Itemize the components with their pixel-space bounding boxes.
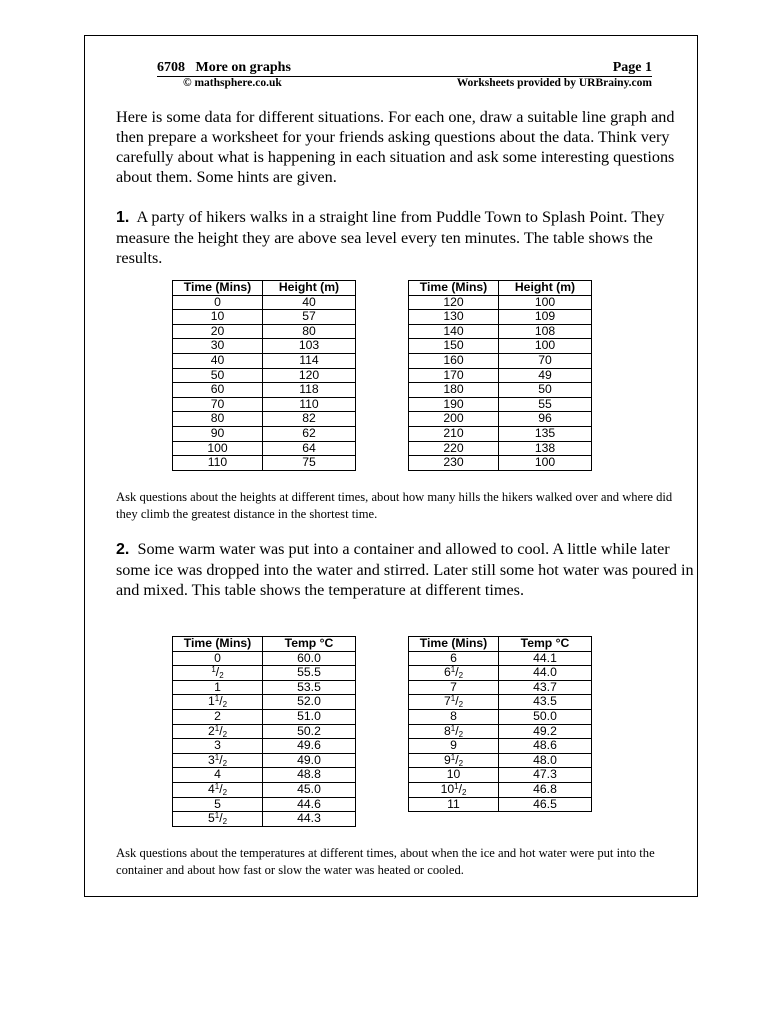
- time-cell: 140: [409, 324, 499, 339]
- table-row: [173, 324, 356, 339]
- col-header-time: Time (Mins): [173, 637, 263, 652]
- time-cell: 90: [173, 426, 263, 441]
- temp-cell: 44.0: [499, 666, 592, 681]
- table-row: [173, 797, 356, 812]
- q2-hint: Ask questions about the temperatures at different times, about when the ice and hot water were put into the container and about how fast or slow the water was heated or cooled.: [116, 846, 655, 877]
- time-cell: 4: [173, 768, 263, 783]
- temp-cell: 49.6: [263, 739, 356, 754]
- height-cell: 55: [499, 397, 592, 412]
- height-cell: 64: [263, 441, 356, 456]
- temp-cell: 43.7: [499, 680, 592, 695]
- q1-table-right: [408, 280, 592, 471]
- time-cell: 150: [409, 339, 499, 354]
- table-row: [409, 383, 592, 398]
- col-header-height: Height (m): [499, 281, 592, 296]
- time-cell: $2^1/_2$: [173, 724, 263, 739]
- table-row: [173, 426, 356, 441]
- fraction-denominator: 2: [458, 758, 464, 768]
- q1-paragraph: [116, 207, 696, 268]
- table-row: [173, 295, 356, 310]
- fraction-numerator: 1: [450, 723, 456, 733]
- table-row: [409, 397, 592, 412]
- height-cell: 114: [263, 353, 356, 368]
- table-row: [409, 695, 592, 710]
- page-number: Page 1: [612, 60, 652, 75]
- worksheet-title: 6708 More on graphs: [157, 60, 291, 75]
- col-header-temp: Temp °C: [499, 637, 592, 652]
- time-cell: 1: [173, 680, 263, 695]
- table-row: [409, 426, 592, 441]
- time-cell: 2: [173, 709, 263, 724]
- time-cell: $4^1/_2$: [173, 782, 263, 797]
- page-subheader: [157, 77, 652, 91]
- table-row: [173, 383, 356, 398]
- fraction-numerator: 1: [211, 665, 216, 675]
- time-cell: 11: [409, 797, 499, 812]
- height-cell: 135: [499, 426, 592, 441]
- fraction-denominator: 2: [458, 671, 464, 681]
- time-cell: 130: [409, 310, 499, 325]
- table-row: [173, 695, 356, 710]
- height-cell: 109: [499, 310, 592, 325]
- fraction-numerator: 1: [450, 694, 456, 704]
- time-cell: 210: [409, 426, 499, 441]
- time-cell: 0: [173, 295, 263, 310]
- time-cell: 190: [409, 397, 499, 412]
- height-cell: 138: [499, 441, 592, 456]
- height-cell: 50: [499, 383, 592, 398]
- height-cell: 75: [263, 456, 356, 471]
- time-cell: 0: [173, 651, 263, 666]
- time-cell: 120: [409, 295, 499, 310]
- table-row: [409, 753, 592, 768]
- table-row: [409, 412, 592, 427]
- time-cell: $3^1/_2$: [173, 753, 263, 768]
- table-row: [409, 339, 592, 354]
- time-cell: $9^1/_2$: [409, 753, 499, 768]
- time-cell: 110: [173, 456, 263, 471]
- time-cell: 230: [409, 456, 499, 471]
- table-row: [409, 739, 592, 754]
- time-cell: 40: [173, 353, 263, 368]
- time-cell: 10: [173, 310, 263, 325]
- temp-cell: 48.6: [499, 739, 592, 754]
- table-row: [173, 709, 356, 724]
- fraction-numerator: 1: [450, 665, 456, 675]
- q2-number: 2.: [116, 541, 130, 558]
- q2-text: Some warm water was put into a container and allowed to cool. A little while later some ice was dropped into the water and stirred. Later still some hot water was poured in and mixed. This table shows the temperature at different times.: [116, 540, 694, 599]
- fraction-denominator: 2: [222, 817, 228, 827]
- height-cell: 82: [263, 412, 356, 427]
- height-cell: 62: [263, 426, 356, 441]
- fraction-numerator: 1: [454, 781, 459, 791]
- time-cell: 3: [173, 739, 263, 754]
- temp-cell: 60.0: [263, 651, 356, 666]
- fraction-denominator: 2: [222, 758, 228, 768]
- time-cell: 180: [409, 383, 499, 398]
- temp-cell: 46.8: [499, 782, 592, 797]
- table-row: [409, 651, 592, 666]
- fraction-denominator: 2: [222, 729, 228, 739]
- table-row: [173, 680, 356, 695]
- table-row: [173, 368, 356, 383]
- time-cell: 200: [409, 412, 499, 427]
- time-cell: 8: [409, 709, 499, 724]
- fraction-denominator: 2: [461, 787, 467, 797]
- table-row: [173, 666, 356, 681]
- table-row: [409, 295, 592, 310]
- height-cell: 100: [499, 456, 592, 471]
- intro-paragraph: Here is some data for different situations. For each one, draw a suitable line graph and then prepare a worksheet for your friends asking questions about the data. Think very carefully about what is happening in each situation and ask some interesting questions about them. Some hints are given.: [116, 108, 675, 186]
- temp-cell: 48.0: [499, 753, 592, 768]
- provider: Worksheets provided by URBrainy.com: [456, 77, 652, 89]
- height-cell: 57: [263, 310, 356, 325]
- col-header-height: Height (m): [263, 281, 356, 296]
- time-cell: 5: [173, 797, 263, 812]
- time-cell: 220: [409, 441, 499, 456]
- fraction-numerator: 1: [450, 752, 456, 762]
- height-cell: 103: [263, 339, 356, 354]
- table-row: [173, 812, 356, 827]
- q1-text: A party of hikers walks in a straight line from Puddle Town to Splash Point. They measure the height they are above sea level every ten minutes. The table shows the results.: [116, 208, 665, 267]
- temp-cell: 50.0: [499, 709, 592, 724]
- q1-table-left: [172, 280, 356, 471]
- height-cell: 100: [499, 339, 592, 354]
- table-row: [173, 397, 356, 412]
- table-row: [173, 353, 356, 368]
- time-cell: $5^1/_2$: [173, 812, 263, 827]
- temp-cell: 55.5: [263, 666, 356, 681]
- time-cell: $^1/_2$: [173, 666, 263, 681]
- q2-paragraph: [116, 539, 696, 600]
- q2-table-right: [408, 636, 592, 812]
- temp-cell: 44.6: [263, 797, 356, 812]
- q2-table-left: [172, 636, 356, 827]
- table-row: [173, 339, 356, 354]
- temp-cell: 43.5: [499, 695, 592, 710]
- fraction-numerator: 1: [214, 752, 220, 762]
- time-cell: $6^1/_2$: [409, 666, 499, 681]
- time-cell: 70: [173, 397, 263, 412]
- time-cell: 100: [173, 441, 263, 456]
- height-cell: 80: [263, 324, 356, 339]
- time-cell: $7^1/_2$: [409, 695, 499, 710]
- temp-cell: 46.5: [499, 797, 592, 812]
- table-row: [409, 310, 592, 325]
- table-row: [173, 456, 356, 471]
- table-row: [173, 724, 356, 739]
- table-row: [409, 797, 592, 812]
- table-row: [409, 666, 592, 681]
- fraction-numerator: 1: [214, 781, 220, 791]
- height-cell: 120: [263, 368, 356, 383]
- fraction-denominator: 2: [222, 700, 228, 710]
- table-row: [409, 353, 592, 368]
- height-cell: 40: [263, 295, 356, 310]
- time-cell: 50: [173, 368, 263, 383]
- q1-number: 1.: [116, 209, 130, 226]
- time-cell: 6: [409, 651, 499, 666]
- fraction-denominator: 2: [222, 787, 228, 797]
- time-cell: $1^1/_2$: [173, 695, 263, 710]
- q1-hint: Ask questions about the heights at different times, about how many hills the hikers walked over and where did they climb the greatest distance in the shortest time.: [116, 490, 673, 521]
- time-cell: $8^1/_2$: [409, 724, 499, 739]
- temp-cell: 51.0: [263, 709, 356, 724]
- table-row: [173, 753, 356, 768]
- table-row: [409, 368, 592, 383]
- time-cell: 170: [409, 368, 499, 383]
- page-header: [157, 60, 652, 77]
- table-row: [173, 412, 356, 427]
- table-row: [409, 724, 592, 739]
- time-cell: 10: [409, 768, 499, 783]
- height-cell: 96: [499, 412, 592, 427]
- time-cell: $10^1/_2$: [409, 782, 499, 797]
- copyright: © mathsphere.co.uk: [183, 77, 282, 89]
- table-row: [173, 310, 356, 325]
- fraction-denominator: 2: [219, 671, 224, 681]
- table-row: [409, 768, 592, 783]
- temp-cell: 49.0: [263, 753, 356, 768]
- temp-cell: 44.1: [499, 651, 592, 666]
- height-cell: 70: [499, 353, 592, 368]
- temp-cell: 52.0: [263, 695, 356, 710]
- fraction-numerator: 1: [214, 811, 220, 821]
- temp-cell: 44.3: [263, 812, 356, 827]
- time-cell: 160: [409, 353, 499, 368]
- table-row: [173, 739, 356, 754]
- temp-cell: 48.8: [263, 768, 356, 783]
- table-row: [173, 768, 356, 783]
- table-row: [173, 441, 356, 456]
- table-row: [409, 441, 592, 456]
- table-row: [173, 782, 356, 797]
- fraction-numerator: 1: [214, 694, 220, 704]
- height-cell: 49: [499, 368, 592, 383]
- fraction-denominator: 2: [458, 729, 464, 739]
- table-row: [409, 456, 592, 471]
- temp-cell: 50.2: [263, 724, 356, 739]
- time-cell: 20: [173, 324, 263, 339]
- col-header-time: Time (Mins): [173, 281, 263, 296]
- table-row: [409, 782, 592, 797]
- col-header-time: Time (Mins): [409, 281, 499, 296]
- temp-cell: 53.5: [263, 680, 356, 695]
- temp-cell: 47.3: [499, 768, 592, 783]
- temp-cell: 45.0: [263, 782, 356, 797]
- fraction-numerator: 1: [214, 723, 220, 733]
- time-cell: 60: [173, 383, 263, 398]
- temp-cell: 49.2: [499, 724, 592, 739]
- col-header-time: Time (Mins): [409, 637, 499, 652]
- col-header-temp: Temp °C: [263, 637, 356, 652]
- table-row: [409, 709, 592, 724]
- time-cell: 7: [409, 680, 499, 695]
- height-cell: 110: [263, 397, 356, 412]
- fraction-denominator: 2: [458, 700, 464, 710]
- time-cell: 30: [173, 339, 263, 354]
- table-row: [173, 651, 356, 666]
- table-row: [409, 680, 592, 695]
- time-cell: 9: [409, 739, 499, 754]
- time-cell: 80: [173, 412, 263, 427]
- height-cell: 118: [263, 383, 356, 398]
- table-row: [409, 324, 592, 339]
- height-cell: 108: [499, 324, 592, 339]
- height-cell: 100: [499, 295, 592, 310]
